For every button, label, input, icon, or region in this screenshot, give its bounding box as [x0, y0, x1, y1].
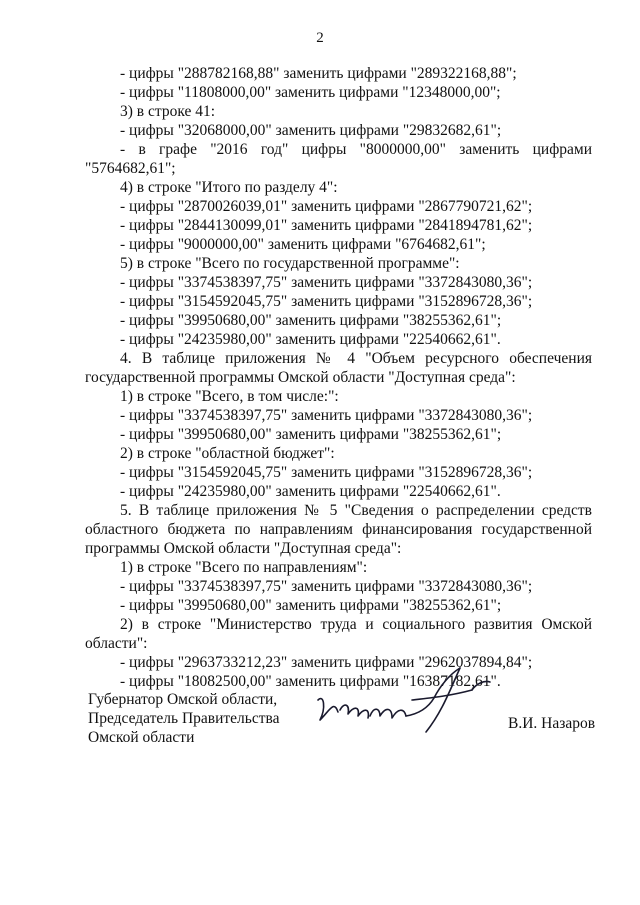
text-line: государственной программы Омской области "Доступная среда":	[85, 369, 516, 386]
text-line: - цифры "2870026039,01" заменить цифрами "2867790721,62";	[120, 198, 533, 215]
text-line: 1) в строке "Всего, в том числе:":	[120, 388, 339, 405]
page-number: 2	[316, 30, 324, 46]
text-line: - цифры "18082500,00" заменить цифрами "16387182,61".	[120, 673, 501, 690]
text-line: - цифры "9000000,00" заменить цифрами "6764682,61";	[120, 236, 486, 253]
text-line: - цифры "39950680,00" заменить цифрами "38255362,61";	[120, 312, 502, 329]
text-line: 2) в строке "Министерство труда и социального развития Омской	[120, 616, 592, 633]
text-line: - цифры "11808000,00" заменить цифрами "12348000,00";	[120, 84, 501, 101]
text-line: программы Омской области "Доступная среда":	[85, 540, 402, 557]
text-line: 3) в строке 41:	[120, 103, 216, 120]
text-line: - цифры "2963733212,23" заменить цифрами "2962037894,84";	[120, 654, 533, 671]
text-line: 1) в строке "Всего по направлениям":	[120, 559, 368, 576]
text-line: 2) в строке "областной бюджет":	[120, 445, 335, 462]
signatory-name: В.И. Назаров	[508, 715, 596, 732]
text-line: - цифры "32068000,00" заменить цифрами "29832682,61";	[120, 122, 502, 139]
text-line: - цифры "3154592045,75" заменить цифрами "3152896728,36";	[120, 293, 533, 310]
signature-title-line: Омской области	[88, 729, 195, 746]
text-line: - цифры "3374538397,75" заменить цифрами "3372843080,36";	[120, 274, 533, 291]
handwritten-signature-image	[300, 660, 500, 740]
text-line: - цифры "39950680,00" заменить цифрами "38255362,61";	[120, 426, 502, 443]
text-line: области":	[85, 635, 148, 652]
text-line: 5) в строке "Всего по государственной программе":	[120, 255, 460, 272]
text-line: - цифры "3154592045,75" заменить цифрами "3152896728,36";	[120, 464, 533, 481]
text-line: - в графе "2016 год" цифры "8000000,00" заменить цифрами	[120, 141, 592, 158]
text-line: - цифры "24235980,00" заменить цифрами "22540662,61".	[120, 483, 501, 500]
signature-title-line: Губернатор Омской области,	[88, 691, 278, 708]
signature-title-line: Председатель Правительства	[88, 710, 280, 727]
text-line: - цифры "24235980,00" заменить цифрами "22540662,61".	[120, 331, 501, 348]
text-line: - цифры "3374538397,75" заменить цифрами "3372843080,36";	[120, 407, 533, 424]
text-line: - цифры "288782168,88" заменить цифрами "289322168,88";	[120, 65, 517, 82]
signature-title	[88, 690, 280, 747]
text-line: - цифры "39950680,00" заменить цифрами "38255362,61";	[120, 597, 502, 614]
text-line: - цифры "2844130099,01" заменить цифрами "2841894781,62";	[120, 217, 533, 234]
text-line: 4. В таблице приложения № 4 "Объем ресурсного обеспечения	[120, 350, 592, 367]
text-line: "5764682,61";	[85, 160, 176, 177]
text-line: - цифры "3374538397,75" заменить цифрами "3372843080,36";	[120, 578, 533, 595]
text-line: 4) в строке "Итого по разделу 4":	[120, 179, 338, 196]
text-line: областного бюджета по направлениям финансирования государственной	[85, 521, 592, 538]
text-line: 5. В таблице приложения № 5 "Сведения о распределении средств	[120, 502, 592, 519]
